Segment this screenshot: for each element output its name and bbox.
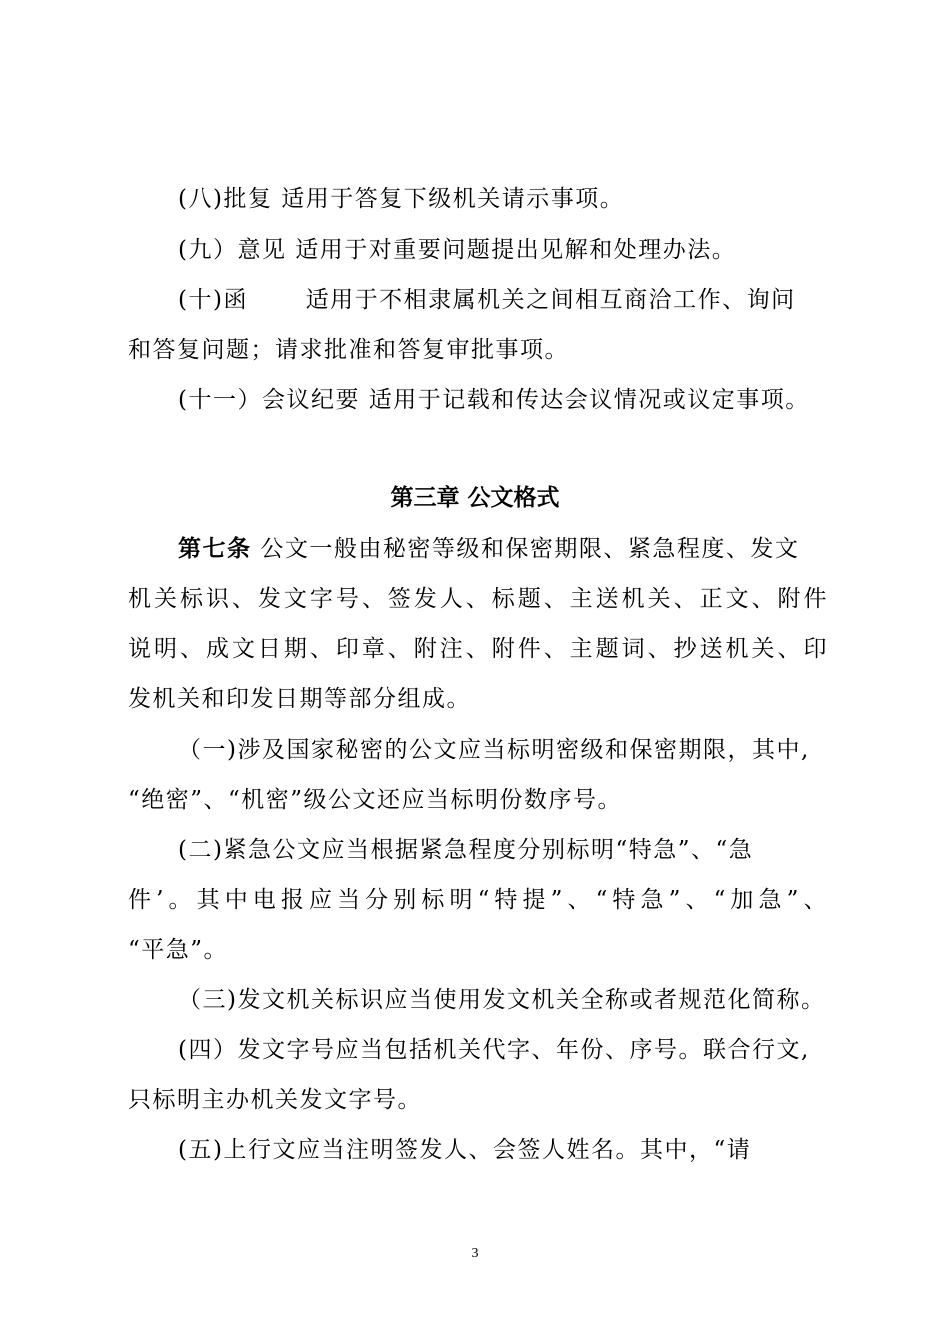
clause-2-line-3: “平急”。 (128, 937, 229, 963)
item-8-text: 适用于答复下级机关请示事项。 (281, 186, 625, 212)
clause-2-line-1: (二)紧急公文应当根据紧急程度分别标明“特急”、“急 (178, 837, 754, 863)
item-10-continued (128, 335, 828, 365)
clause-1-line-2: “绝密”、“机密”级公文还应当标明份数序号。 (128, 787, 623, 813)
clause-5-line-1: (五)上行文应当注明签发人、会签人姓名。其中，“请 (178, 1137, 752, 1163)
item-10 (178, 285, 828, 315)
item-11 (178, 385, 828, 415)
clause-3-line-1: （三)发文机关标识应当使用发文机关全称或者规范化简称。 (178, 987, 826, 1013)
item-9-label: (九）意见 (178, 237, 287, 263)
item-8 (178, 184, 828, 214)
item-10-text-line1: 适用于不相隶属机关之间相互商洽工作、询问 (305, 287, 796, 313)
item-10-label: (十)函 (178, 287, 248, 313)
item-9-text: 适用于对重要问题提出见解和处理办法。 (295, 237, 737, 263)
item-10-text-line2: 和答复问题；请求批准和答复审批事项。 (128, 337, 569, 363)
article-7-line-2: 机关标识、发文字号、签发人、标题、主送机关、正文、附件 (128, 586, 828, 612)
clause-4-line-1: (四）发文字号应当包括机关代字、年份、序号。联合行文, (178, 1037, 810, 1063)
item-9 (178, 235, 828, 265)
page-number: 3 (471, 1246, 479, 1261)
chapter-title: 第三章 公文格式 (390, 485, 560, 511)
article-7-lead: 第七条 (178, 536, 252, 562)
article-7-line-4: 发机关和印发日期等部分组成。 (128, 686, 471, 712)
article-7-line-1 (178, 534, 828, 564)
item-8-label: (八)批复 (178, 186, 273, 212)
clause-4-line-2: 只标明主办机关发文字号。 (128, 1087, 422, 1113)
article-7-line-3: 说明、成文日期、印章、附注、附件、主题词、抄送机关、印 (128, 636, 828, 662)
clause-2-line-2: 件’。其中电报应当分别标明“特提”、“特急”、“加急”、 (128, 887, 828, 913)
item-11-text: 适用于记载和传达会议情况或议定事项。 (368, 387, 810, 413)
article-7-text-1: 公文一般由秘密等级和保密期限、紧急程度、发文 (260, 536, 800, 562)
item-11-label: (十一）会议纪要 (178, 387, 360, 413)
clause-1-line-1: （一)涉及国家秘密的公文应当标明密级和保密期限，其中, (178, 737, 810, 763)
